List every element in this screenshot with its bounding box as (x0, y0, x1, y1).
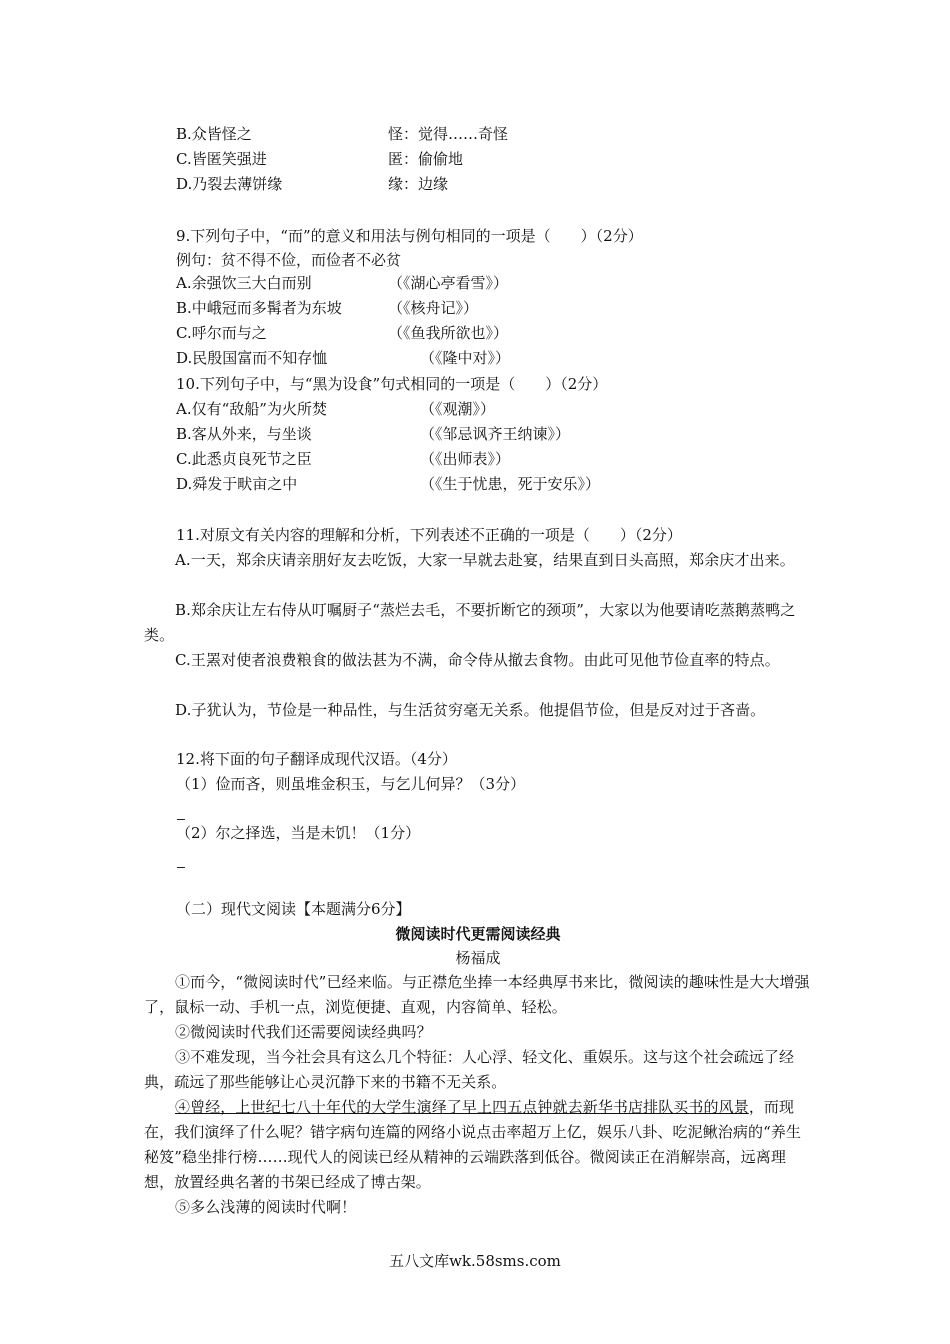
article-paragraph-5: ⑤多么浅薄的阅读时代啊！ (175, 1198, 357, 1216)
q9-stem: 9.下列句子中，“而”的意义和用法与例句相同的一项是（ ）（2分） (176, 227, 643, 245)
q8-option-c-gloss: 匿：偷偷地 (388, 150, 464, 168)
q8-option-d-gloss: 缘：边缘 (388, 175, 449, 193)
article-paragraph-3: ③不难发现，当今社会具有这么几个特征：人心浮、轻文化、重娱乐。这与这个社会疏远了经典，疏远了那些能够让心灵沉静下来的书籍不无关系。 (144, 1048, 795, 1091)
q10-option-a-source: （《观潮》） (420, 400, 496, 418)
q9-option-d: D.民殷国富而不知存恤 (176, 349, 328, 367)
q10-option-d-source: （《生于忧患，死于安乐》） (420, 475, 601, 493)
footer-watermark: 五八文库wk.58sms.com (389, 1252, 561, 1270)
q9-option-a-source: （《湖心亭看雪》） (388, 274, 509, 292)
q10-option-a: A.仅有“敌船”为火所焚 (176, 400, 327, 418)
q9-option-a: A.余强饮三大白而别 (176, 274, 312, 292)
q11-option-c: C.王罴对使者浪费粮食的做法甚为不满，命令侍从撤去食物。由此可见他节俭直率的特点。 (175, 651, 780, 669)
q10-option-c-source: （《出师表》） (420, 450, 511, 468)
q10-stem: 10.下列句子中，与“黑为设食”句式相同的一项是（ ）（2分） (176, 375, 608, 393)
q11-stem: 11.对原文有关内容的理解和分析，下列表述不正确的一项是（ ）（2分） (176, 526, 682, 544)
q12-part2: （2）尔之择选，当是未饥！（1分） (176, 824, 421, 842)
q11-option-a: A.一天，郑余庆请亲朋好友去吃饭，大家一早就去赴宴，结果直到日头高照，郑余庆才出来。 (175, 551, 795, 569)
q9-option-b-source: （《核舟记》） (388, 299, 479, 317)
article-title: 微阅读时代更需阅读经典 (395, 925, 561, 943)
q9-example: 例句：贫不得不俭，而俭者不必贫 (176, 251, 402, 269)
article-paragraph-4-underlined: ④曾经，上世纪七八十年代的大学生演绎了早上四五点钟就去新华书店排队买书的风景 (175, 1098, 749, 1116)
q9-option-c-source: （《鱼我所欲也》） (388, 324, 509, 342)
section2-heading: （二）现代文阅读【本题满分6分】 (176, 900, 411, 918)
article-paragraph-2: ②微阅读时代我们还需要阅读经典吗？ (175, 1023, 432, 1041)
q9-option-b: B.中峨冠而多髯者为东坡 (176, 299, 342, 317)
q12-answer-line-2 (177, 866, 185, 868)
q12-stem: 12.将下面的句子翻译成现代汉语。（4分） (176, 750, 457, 768)
q12-answer-line-1 (177, 818, 185, 820)
q8-option-c: C.皆匿笑强进 (176, 150, 267, 168)
q11-option-b: B.郑余庆让左右侍从叮嘱厨子“蒸烂去毛，不要折断它的颈项”，大家以为他要请吃蒸鹅蒸鸭之类。 (144, 601, 796, 644)
article-paragraph-4-rest: ，而现在，我们演绎了什么呢？错字病句连篇的网络小说点击率超万上亿，娱乐八卦、吃泥鳅治病的“养生秘笈”稳坐排行榜……现代人的阅读已经从精神的云端跌落到低谷。微阅读正在消解崇高，远离理想，放置经典名著的书架已经成了博古架。 (144, 1098, 802, 1191)
q8-option-b-gloss: 怪：觉得……奇怪 (388, 125, 509, 143)
q10-option-c: C.此悉贞良死节之臣 (176, 450, 312, 468)
article-paragraph-4 (144, 1095, 812, 1195)
q8-option-b: B.众皆怪之 (176, 125, 252, 143)
q9-option-d-source: （《隆中对》） (420, 349, 511, 367)
q11-option-d: D.子犹认为，节俭是一种品性，与生活贫穷毫无关系。他提倡节俭，但是反对过于吝啬。 (175, 701, 766, 719)
q8-option-d: D.乃裂去薄饼缘 (176, 175, 283, 193)
q10-option-d: D.舜发于畎亩之中 (176, 475, 298, 493)
q9-option-c: C.呼尔而与之 (176, 324, 267, 342)
q10-option-b: B.客从外来，与坐谈 (176, 425, 312, 443)
q10-option-b-source: （《邹忌讽齐王纳谏》） (420, 425, 571, 443)
article-author: 杨福成 (455, 949, 501, 967)
q12-part1: （1）俭而吝，则虽堆金积玉，与乞儿何异？（3分） (176, 775, 526, 793)
article-paragraph-1: ①而今，“微阅读时代”已经来临。与正襟危坐捧一本经典厚书来比，微阅读的趣味性是大大增强了，鼠标一动、手机一点，浏览便捷、直观，内容简单、轻松。 (144, 973, 810, 1016)
